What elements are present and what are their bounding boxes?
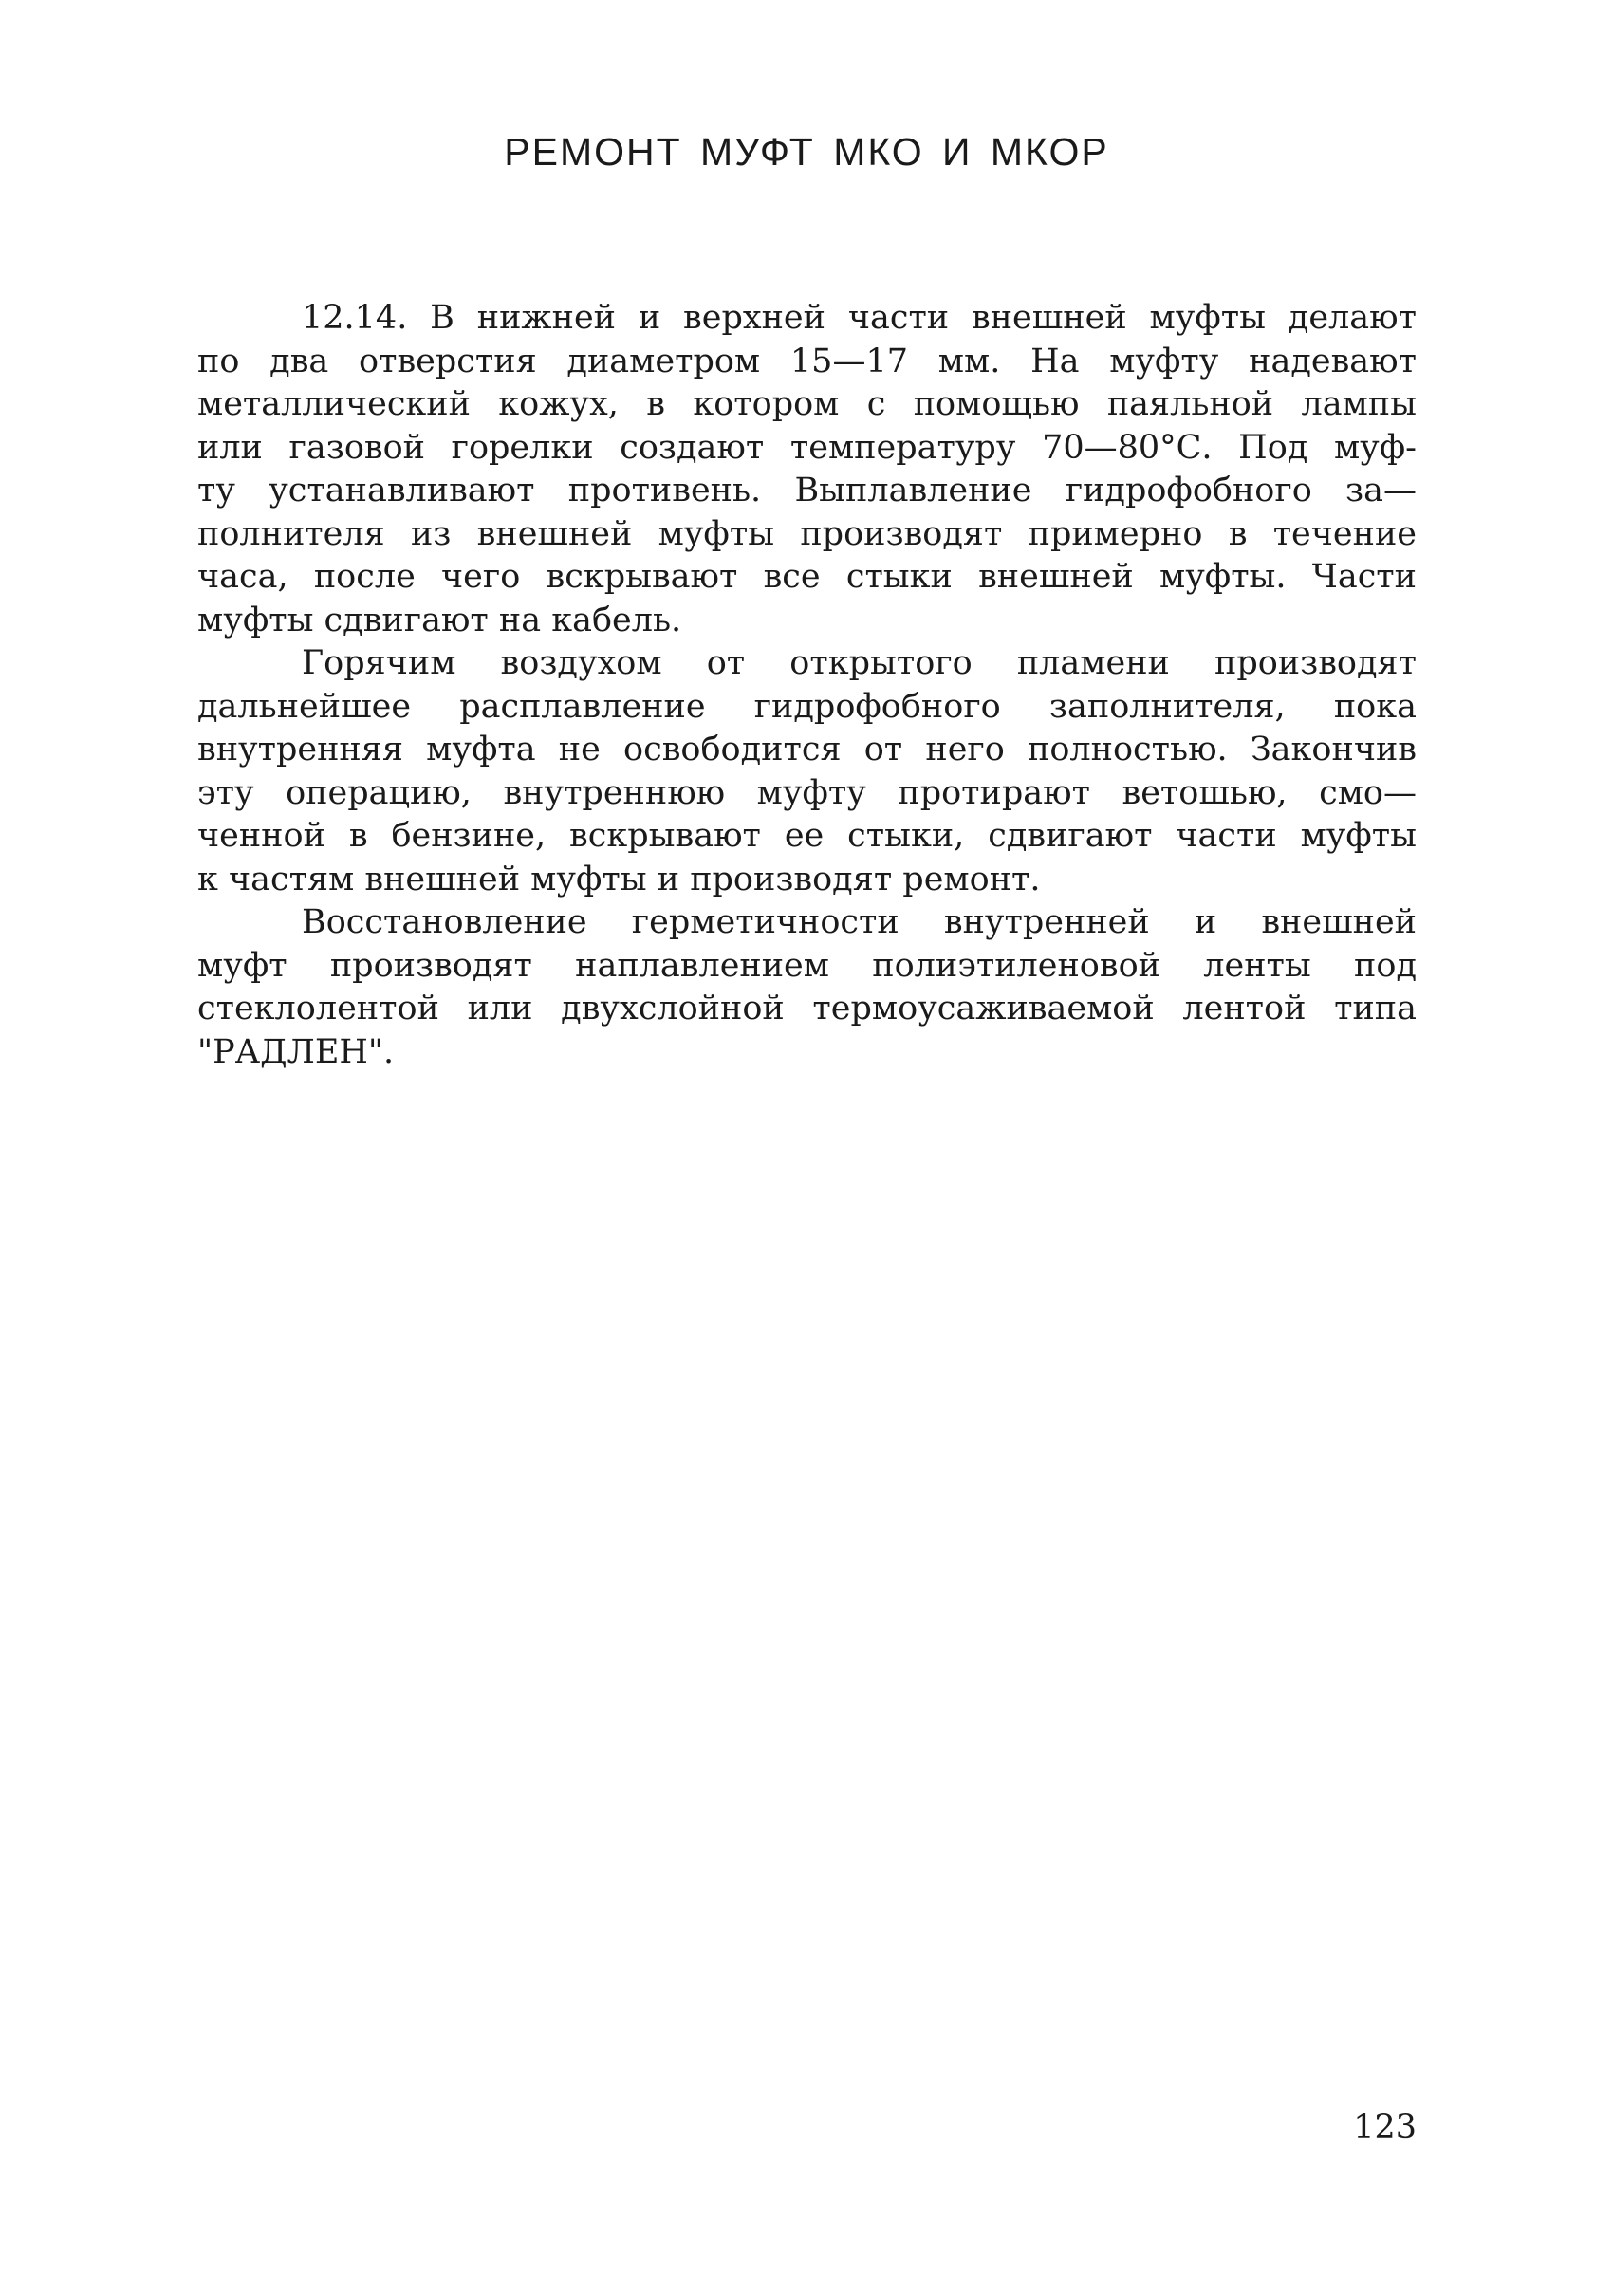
text-line: полнителя из внешней муфты производят примерно в течение	[197, 514, 1417, 553]
text-line: внутренняя муфта не освободится от него полностью. Закончив	[197, 731, 1417, 768]
text-line: по два отверстия диаметром 15—17 мм. На муфту надевают	[197, 342, 1417, 380]
text-line: дальнейшее расплавление гидрофобного заполнителя, пока	[197, 687, 1417, 726]
text-line: Восстановление герметичности внутренней и внешней	[302, 903, 1417, 941]
body-text	[197, 297, 1417, 1074]
paragraph-3	[197, 901, 1417, 1074]
paragraph-1	[197, 297, 1417, 642]
text-line: ту устанавливают противень. Выплавление гидрофобного за—	[197, 472, 1417, 509]
page-number: 123	[1353, 2108, 1417, 2146]
text-line: часа, после чего вскрывают все стыки внешней муфты. Части	[197, 558, 1417, 596]
text-line: к частям внешней муфты и производят ремонт.	[197, 860, 1041, 898]
text-line: муфт производят наплавлением полиэтиленовой ленты под	[197, 946, 1417, 985]
text-line: "РАДЛЕН".	[197, 1032, 395, 1071]
paragraph-2	[197, 642, 1417, 901]
text-line: Горячим воздухом от открытого пламени производят	[302, 644, 1417, 682]
text-line: эту операцию, внутреннюю муфту протирают ветошью, смо—	[197, 773, 1417, 812]
text-line: или газовой горелки создают температуру 70—80°С. Под муф-	[197, 428, 1417, 467]
text-line: муфты сдвигают на кабель.	[197, 601, 682, 639]
text-line: ченной в бензине, вскрывают ее стыки, сдвигают части муфты	[197, 817, 1417, 855]
text-line: металлический кожух, в котором с помощью паяльной лампы	[197, 385, 1417, 423]
text-line: 12.14. В нижней и верхней части внешней муфты делают	[302, 299, 1417, 337]
text-line: стеклолентой или двухслойной термоусаживаемой лентой типа	[197, 990, 1417, 1028]
page-heading: РЕМОНТ МУФТ МКО И МКОР	[504, 130, 1109, 174]
